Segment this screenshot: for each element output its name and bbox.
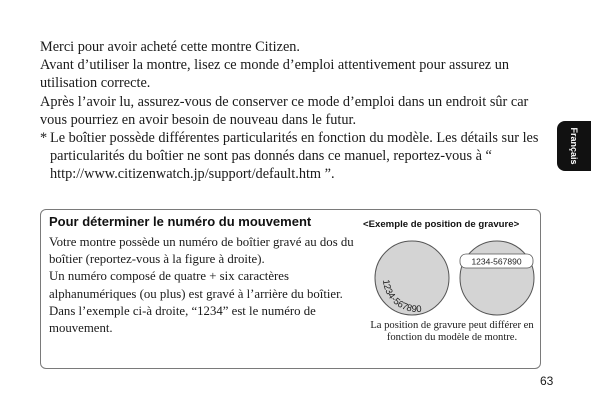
example-caption [363,320,541,345]
intro-paragraph-thanks: Merci pour avoir acheté cette montre Citizen. [40,39,301,55]
language-tab-label: Français [569,127,579,165]
box-paragraph-alphanumeric: Un numéro composé de quatre + six caractères alphanumériques (ou plus) est gravé à l’arrière du boîtier. [49,269,343,301]
page-number: 63 [540,374,554,388]
box-title: Pour déterminer le numéro du mouvement [49,214,312,229]
caseback-circle-right [460,241,534,315]
example-caption-text: La position de gravure peut différer en fonction du modèle de montre. [370,320,534,344]
box-paragraph-example: Dans l’exemple ci-à droite, “1234” est le numéro de mouvement. [49,303,316,336]
engraving-curved-text: 1234-567890 [379,278,423,316]
example-title: <Exemple de position de gravure> [363,219,520,230]
box-paragraph-engraved: Votre montre possède un numéro de boîtier gravé au dos du boîtier (reportez-vous à la figure à droite). [49,235,354,267]
intro-paragraph-keep-manual: Après l’avoir lu, assurez-vous de conserver ce mode d’emploi dans un endroit sûr car vous pourriez en avoir besoin de nouveau dans le futur. [40,93,529,128]
box-text [49,234,359,337]
footnote-text: Le boîtier possède différentes particularités en fonction du modèle. Les détails sur les particularités du boîtier ne sont pas donnés dans ce manuel, reportez-vous à “ http://www.citizenwatch.jp/support/default.htm ”. [50,130,539,183]
movement-number-box [40,209,541,369]
footnote-marker: * [40,130,48,147]
footnote [40,129,545,184]
caseback-illustration [363,238,543,320]
engraving-straight-text: 1234-567890 [471,256,522,267]
language-tab [557,121,591,171]
intro-paragraph-read-carefully: Avant d’utiliser la montre, lisez ce monde d’emploi attentivement pour assurez un utilisation correcte. [40,57,510,92]
intro-section [40,38,545,184]
